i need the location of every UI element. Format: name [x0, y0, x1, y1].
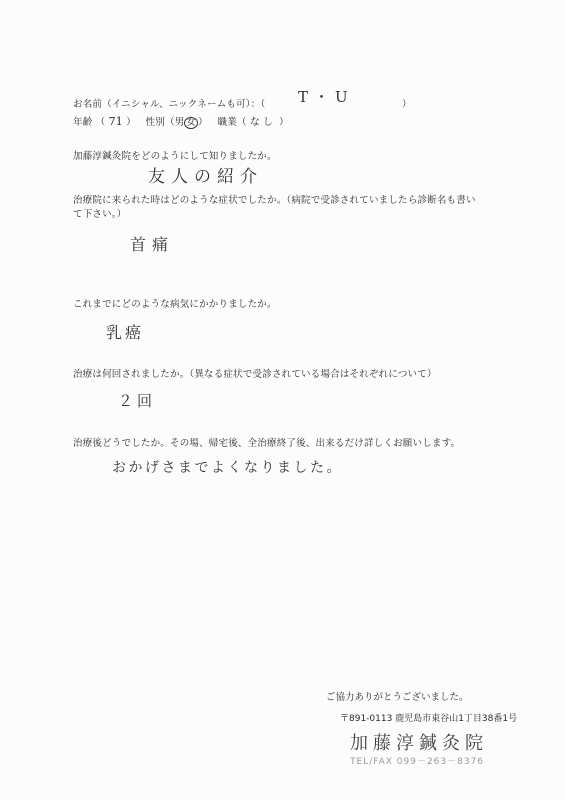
question-4: 治療は何回されましたか。（異なる症状で受診されている場合はそれぞれについて）: [73, 369, 437, 380]
age-close: ）: [126, 117, 136, 128]
job-label: 職業（: [217, 117, 247, 128]
answer-3: 乳癌: [106, 323, 145, 342]
name-row: [73, 96, 265, 110]
age-label: 年齢: [73, 117, 93, 128]
question-1: 加藤淳鍼灸院をどのようにして知りましたか。: [73, 151, 277, 162]
sex-selected: 女: [186, 117, 197, 128]
job-value: なし: [249, 117, 276, 128]
clinic-name-stamp: 加藤淳鍼灸院: [350, 733, 488, 754]
answer-2: 首痛: [130, 235, 175, 254]
name-label: お名前（イニシャル、ニックネームも可）：（: [73, 99, 266, 110]
sex-label: 性別（男: [145, 117, 185, 128]
answer-4: ２回: [118, 392, 157, 410]
answer-1: 友人の紹介: [148, 167, 263, 187]
thanks-message: ご協力ありがとうございました。: [326, 692, 469, 703]
name-value: T・U: [298, 88, 354, 106]
age-sex-job-row: [73, 113, 289, 129]
clinic-address: 〒891-0113 鹿児島市東谷山1丁目38番1号: [340, 714, 518, 724]
question-3: これまでにどのような病気にかかりましたか。: [73, 299, 277, 310]
age-open: （: [95, 117, 106, 128]
job-close: ）: [279, 117, 289, 128]
question-2: 治療院に来られた時はどのような症状でしたか。（病院で受診されていましたら診断名も書いて下さい。）: [73, 195, 476, 220]
question-5: 治療後どうでしたか。その場、帰宅後、全治療終了後、出来るだけ詳しくお願いします。: [73, 438, 461, 449]
clinic-tel: TEL/FAX 099－263－8376: [350, 757, 485, 767]
name-close: ）: [402, 99, 412, 110]
age-value: 71: [108, 115, 123, 128]
sex-close: ）: [198, 117, 208, 128]
answer-5: おかげさまでよくなりました。: [112, 460, 343, 476]
